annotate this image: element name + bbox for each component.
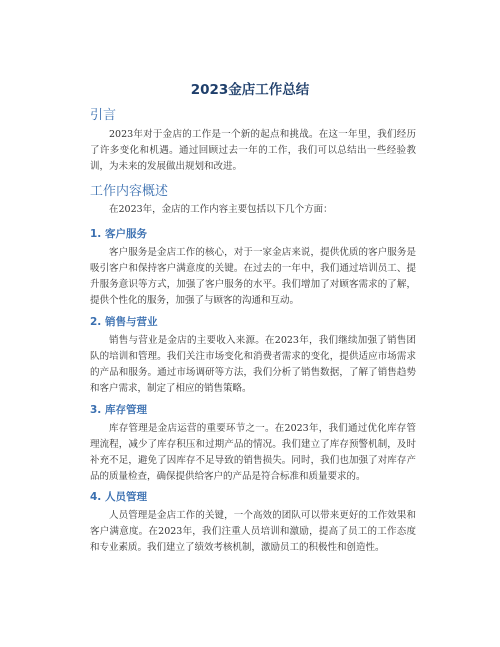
overview-paragraph: 在2023年，金店的工作内容主要包括以下几个方面： xyxy=(109,204,333,215)
section-heading-overview: 工作内容概述 xyxy=(90,184,169,199)
subheading-inventory: 3. 库存管理 xyxy=(90,404,147,416)
subheading-personnel: 4. 人员管理 xyxy=(90,491,147,503)
paragraph-customer-service: 客户服务是金店工作的核心，对于一家金店来说，提供优质的客户服务是吸引客户和保持客户满意度的关键。在过去的一年中，我们通过培训员工、提升服务意识等方式，加强了客户服务的水平。我们增加了对顾客需求的了解，提供个性化的服务，加强了与顾客的沟通和互动。 xyxy=(90,247,416,306)
paragraph-inventory: 库存管理是金店运营的重要环节之一。在2023年，我们通过优化库存管理流程，减少了库存积压和过期产品的情况。我们建立了库存预警机制，及时补充不足，避免了因库存不足导致的销售损失。同时，我们也加强了对库存产品的质量检查，确保提供给客户的产品是符合标准和质量要求的。 xyxy=(90,423,416,482)
intro-paragraph: 2023年对于金店的工作是一个新的起点和挑战。在这一年里，我们经历了许多变化和机遇。通过回顾过去一年的工作，我们可以总结出一些经验教训，为未来的发展做出规划和改进。 xyxy=(90,129,416,172)
paragraph-sales: 销售与营业是金店的主要收入来源。在2023年，我们继续加强了销售团队的培训和管理。我们关注市场变化和消费者需求的变化，提供适应市场需求的产品和服务。通过市场调研等方法，我们分析了销售数据，了解了销售趋势和客户需求，制定了相应的销售策略。 xyxy=(90,335,416,394)
subheading-sales: 2. 销售与营业 xyxy=(90,316,158,328)
section-heading-intro: 引言 xyxy=(90,108,117,123)
paragraph-personnel: 人员管理是金店工作的关键，一个高效的团队可以带来更好的工作效果和客户满意度。在2023年，我们注重人员培训和激励，提高了员工的工作态度和专业素质。我们建立了绩效考核机制，激励员工的积极性和创造性。 xyxy=(90,510,416,553)
subheading-customer-service: 1. 客户服务 xyxy=(90,228,147,240)
document-title: 2023金店工作总结 xyxy=(190,82,310,98)
